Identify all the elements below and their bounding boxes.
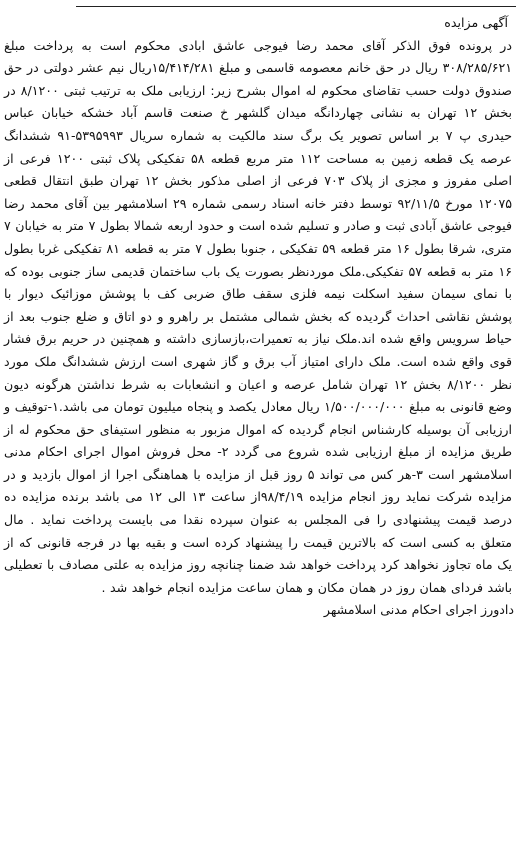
top-divider: [76, 6, 516, 7]
notice-title: آگهی مزایده: [444, 15, 508, 30]
auction-notice: [4, 12, 514, 622]
notice-signature: دادورز اجرای احکام مدنی اسلامشهر: [323, 602, 514, 618]
notice-body: در پرونده فوق الذکر آقای محمد رضا فیوجی عاشق ابادی محکوم است به پرداخت مبلغ ۳۰۸/۲۸۵/۶۲۱ ریال در حق خانم معصومه قاسمی و مبلغ ۱۵/۴۱۴/۲۸۱ریال نیم عشر دولتی در حق صندوق دولت حسب تقاضای محکوم له اموال بشرح زیر: ارزیابی ملک به ترتیب ثبتی ۸/۱۲۰۰ در بخش ۱۲ تهران به نشانی چهاردانگه میدان گلشهر خ صنعت قاسم آباد خشکه خیابان عباس حیدری پ ۷ بر اساس تصویر یک برگ سند مالکیت به شماره سریال ۵۳۹۵۹۹۳-۹۱ ششدانگ عرصه یک قطعه زمین به مساحت ۱۱۲ متر مربع قطعه ۵۸ تفکیکی پلاک ثبتی ۱۲۰۰ فرعی از اصلی مفروز و مجزی از پلاک ۷۰۳ فرعی از اصلی مذکور بخش ۱۲ تهران طبق انتقال قطعی ۱۲۰۷۵ مورخ ۹۲/۱۱/۵ توسط دفتر خانه اسناد رسمی شماره ۲۹ اسلامشهر بین آقای محمد رضا فیوجی عاشق آبادی ثبت و صادر و تسلیم شده است و حدود اربعه شمالا بطول ۷ متر به خیابان ۷ متری، شرقا بطول ۱۶ متر قطعه ۵۹ تفکیکی ، جنوبا بطول ۷ متر به قطعه ۸۱ تفکیکی غربا بطول ۱۶ متر به قطعه ۵۷ تفکیکی.ملک موردنظر بصورت یک باب ساختمان قدیمی ساز جنوبی بوده که با نمای سیمان سفید اسکلت نیمه فلزی سقف طاق ضربی کف با پوشش موزائیک دیوار با پوشش نقاشی احداث گردیده که بخش شمالی مشتمل بر راهرو و دو اتاق و ضلع جنوب بعد از حیاط سرویس واقع شده اند.ملک نیاز به تعمیرات،بازسازی داشته و همچنین در حریم برق فشار قوی واقع شده است. ملک دارای امتیاز آب برق و گاز شهری است ارزش ششدانگ ملک مورد نظر ۸/۱۲۰۰ بخش ۱۲ تهران شامل عرصه و اعیان و انشعابات به شرط نداشتن هرگونه دیون وضع قانونی به مبلغ ۱/۵۰۰/۰۰۰/۰۰۰ ریال معادل یکصد و پنجاه میلیون تومان می باشد.۱-توقیف و ارزیابی آن بوسیله کارشناس انجام گردیده که اموال مزبور به منظور استیفای حق محکوم له از طریق مزایده از مبلغ ارزیابی شده شروع می گردد ۲- محل فروش اموال اجرای احکام مدنی اسلامشهر است ۳-هر کس می تواند ۵ روز قبل از مزایده با هماهنگی اجرا از اموال بازدید و در مزایده شرکت نماید روز انجام مزایده ۹۸/۴/۱۹از ساعت ۱۳ الی ۱۲ می باشد برنده مزایده ده درصد قیمت پیشنهادی را فی المجلس به عنوان سپرده نقدا می بایست پرداخت نماید . مال متعلق به کسی است که بالاترین قیمت را پیشنهاد کرده است و بقیه بها در فرجه قانونی که از یک ماه تجاوز نخواهد کرد پرداخت خواهد شد ضمنا چنانچه روز مزایده به علتی مصادف با تعطیلی باشد فردای همان روز در همان مکان و همان ساعت مزایده انجام خواهد شد .: [4, 37, 513, 595]
